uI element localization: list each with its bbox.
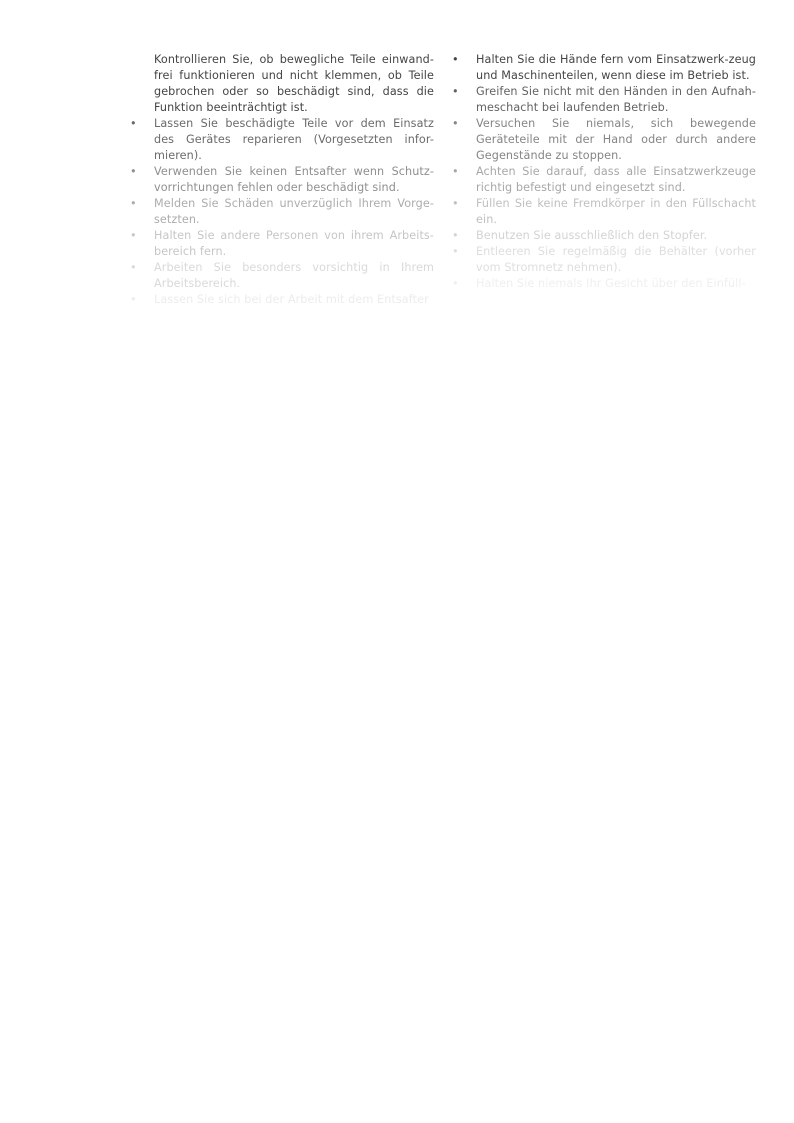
bullet-icon: •: [452, 85, 459, 98]
list-item-text: Greifen Sie nicht mit den Händen in den Aufnah-meschacht bei laufenden Betrieb.: [476, 85, 756, 114]
list-item: [452, 196, 756, 228]
list-item-text: Kontrollieren Sie, ob bewegliche Teile einwand-frei funktionieren und nicht klemmen, ob Teile gebrochen oder so beschädigt sind, dass die Funktion beeinträchtigt ist.: [154, 53, 434, 114]
bullet-icon: •: [130, 117, 137, 130]
list-item-text: Füllen Sie keine Fremdkörper in den Füllschacht ein.: [476, 197, 756, 226]
bullet-icon: •: [452, 245, 459, 258]
list-item: [452, 116, 756, 164]
list-item-text: Verwenden Sie keinen Entsafter wenn Schutz-vorrichtungen fehlen oder beschädigt sind.: [154, 165, 434, 194]
list-item-text: Lassen Sie sich bei der Arbeit mit dem Entsafter: [154, 293, 429, 306]
bullet-icon: •: [130, 261, 137, 274]
list-item: [130, 196, 434, 228]
list-item: [130, 164, 434, 196]
list-item: [452, 164, 756, 196]
bullet-icon: •: [452, 53, 459, 66]
list-item: [130, 116, 434, 164]
bullet-icon: •: [452, 117, 459, 130]
list-item-text: Achten Sie darauf, dass alle Einsatzwerkzeuge richtig befestigt und eingesetzt sind.: [476, 165, 756, 194]
bullet-icon: •: [130, 293, 137, 306]
list-item: [452, 228, 756, 244]
bullet-icon: •: [452, 165, 459, 178]
bullet-icon: •: [130, 165, 137, 178]
list-item-text: Halten Sie die Hände fern vom Einsatzwerk-zeug und Maschinenteilen, wenn diese im Betrieb ist.: [476, 53, 756, 82]
list-item: [130, 260, 434, 292]
list-item-text: Melden Sie Schäden unverzüglich Ihrem Vorge-setzten.: [154, 197, 434, 226]
list-item-text: Arbeiten Sie besonders vorsichtig in Ihrem Arbeitsbereich.: [154, 261, 434, 290]
left-column: [130, 52, 434, 308]
list-item: [452, 276, 756, 292]
list-item: [130, 228, 434, 260]
list-item-text: Halten Sie andere Personen von ihrem Arbeits-bereich fern.: [154, 229, 434, 258]
list-item-text: Versuchen Sie niemals, sich bewegende Geräteteile mit der Hand oder durch andere Gegenstände zu stoppen.: [476, 117, 756, 162]
list-item: [130, 52, 434, 116]
bullet-icon: •: [452, 229, 459, 242]
list-item: [452, 244, 756, 276]
bullet-icon: •: [452, 277, 459, 290]
bullet-icon: •: [130, 197, 137, 210]
list-item-text: Halten Sie niemals Ihr Gesicht über den Einfüll-: [476, 277, 746, 290]
list-item-text: Lassen Sie beschädigte Teile vor dem Einsatz des Gerätes reparieren (Vorgesetzten infor-mieren).: [154, 117, 434, 162]
bullet-icon: •: [130, 229, 137, 242]
bullet-icon: •: [452, 197, 459, 210]
list-item: [452, 52, 756, 84]
right-column: [452, 52, 756, 292]
list-item: [130, 292, 434, 308]
list-item: [452, 84, 756, 116]
list-item-text: Entleeren Sie regelmäßig die Behälter (vorher vom Stromnetz nehmen).: [476, 245, 756, 274]
list-item-text: Benutzen Sie ausschließlich den Stopfer.: [476, 229, 708, 242]
